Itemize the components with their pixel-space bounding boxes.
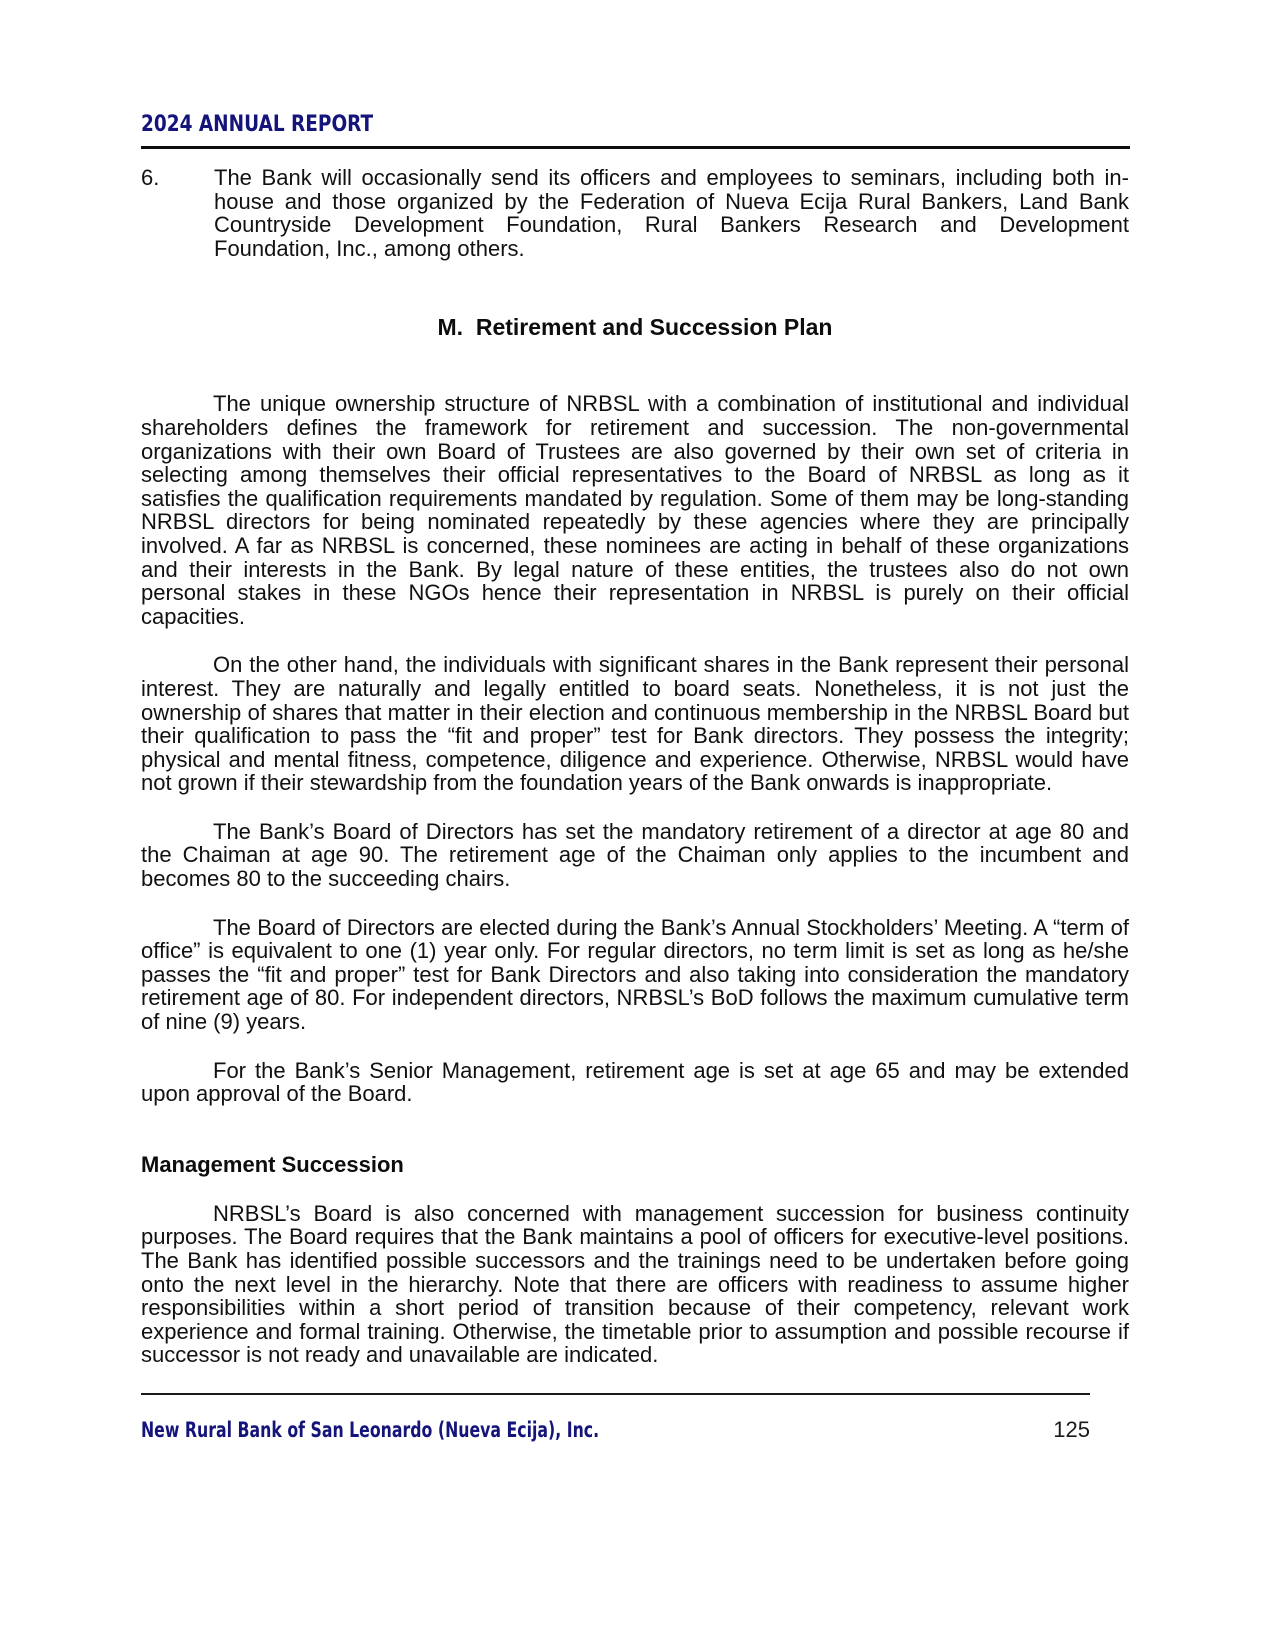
footer-row: [141, 1395, 1090, 1443]
page-footer: [141, 1393, 1090, 1443]
paragraph-senior-management: For the Bank’s Senior Management, retirement age is set at age 65 and may be extended upon approval of the Board.: [141, 1057, 1129, 1107]
section-heading: M. Retirement and Succession Plan: [437, 314, 833, 341]
paragraph-individual-shareholders: On the other hand, the individuals with significant shares in the Bank represent their personal interest. They are naturally and legally entitled to board seats. Nonetheless, it is not just the ownership of shares that matter in their election and continuous membership in the NRBSL Board but their qualification to pass the “fit and proper” test for Bank directors. They possess the integrity; physical and mental fitness, competence, diligence and experience. Otherwise, NRBSL would have not grown if their stewardship from the foundation years of the Bank onwards is inappropriate.: [141, 652, 1129, 796]
list-item-text: The Bank will occasionally send its officers and employees to seminars, including both in-house and those organized by the Federation of Nueva Ecija Rural Bankers, Land Bank Countryside Development Foundation, Rural Bankers Research and Development Foundation, Inc., among others.: [214, 165, 1129, 261]
page-number: 125: [1053, 1417, 1090, 1442]
footer-bank-name: New Rural Bank of San Leonardo (Nueva Ecija), Inc.: [141, 1418, 600, 1442]
page-body: [141, 0, 1129, 1367]
paragraph-mandatory-retirement: The Bank’s Board of Directors has set the mandatory retirement of a director at age 80 and the Chaiman at age 90. The retirement age of the Chaiman only applies to the incumbent and becomes 80 to the succeeding chairs.: [141, 818, 1129, 892]
report-title: 2024 ANNUAL REPORT: [141, 112, 374, 137]
paragraph-management-succession: NRBSL’s Board is also concerned with management succession for business continuity purposes. The Board requires that the Bank maintains a pool of officers for executive-level positions. The Bank has identified possible successors and the trainings need to be undertaken before going onto the next level in the hierarchy. Note that there are officers with readiness to assume higher responsibilities within a short period of transition because of their competency, relevant work experience and formal training. Otherwise, the timetable prior to assumption and possible recourse if successor is not ready and unavailable are indicated.: [141, 1200, 1129, 1368]
list-item-number: 6.: [141, 165, 160, 190]
numbered-list-item: [141, 166, 1129, 260]
paragraph-term-of-office: The Board of Directors are elected during the Bank’s Annual Stockholders’ Meeting. A “term of office” is equivalent to one (1) year only. For regular directors, no term limit is set as long as he/she passes the “fit and proper” test for Bank Directors and also taking into consideration the mandatory retirement age of 80. For independent directors, NRBSL’s BoD follows the maximum cumulative term of nine (9) years.: [141, 914, 1129, 1035]
subsection-heading: Management Succession: [141, 1151, 404, 1177]
paragraph-ownership-structure: The unique ownership structure of NRBSL with a combination of institutional and individual shareholders defines the framework for retirement and succession. The non-governmental organizations with their own Board of Trustees are also governed by their own set of criteria in selecting among themselves their official representatives to the Board of NRBSL as long as it satisfies the qualification requirements mandated by regulation. Some of them may be long-standing NRBSL directors for being nominated repeatedly by these agencies where they are principally involved. A far as NRBSL is concerned, these nominees are acting in behalf of these organizations and their interests in the Bank. By legal nature of these entities, the trustees also do not own personal stakes in these NGOs hence their representation in NRBSL is purely on their official capacities.: [141, 391, 1129, 629]
